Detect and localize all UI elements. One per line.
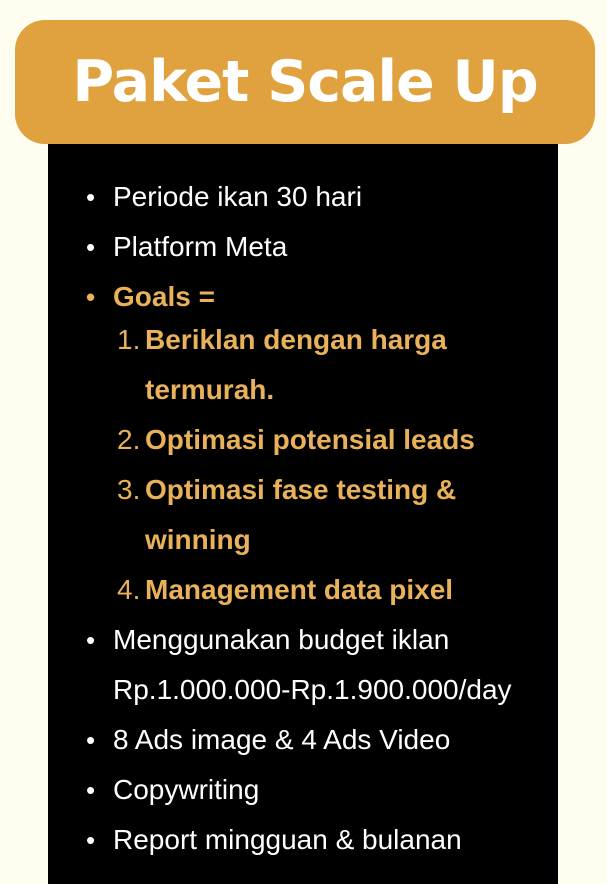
feature-text: Copywriting <box>113 774 260 805</box>
goal-step <box>113 315 556 415</box>
step-number: 4. <box>117 574 141 605</box>
step-number: 1. <box>117 324 141 355</box>
step-text: Beriklan dengan harga termurah. <box>145 324 447 405</box>
step-text: Management data pixel <box>145 574 454 605</box>
bullet-icon: • <box>86 282 96 312</box>
feature-text: Menggunakan budget iklan Rp.1.000.000-Rp.1.900.000/day <box>113 624 512 705</box>
package-title: Paket Scale Up <box>72 49 538 115</box>
step-number: 3. <box>117 474 141 505</box>
step-text: Optimasi fase testing & winning <box>145 474 457 555</box>
feature-text: Platform Meta <box>113 231 288 262</box>
goals-label: Goals = <box>113 281 215 312</box>
package-header <box>15 20 595 144</box>
step-text: Optimasi potensial leads <box>145 424 475 455</box>
goals-list <box>113 315 556 615</box>
bullet-icon: • <box>86 775 96 805</box>
list-item <box>86 815 556 865</box>
feature-text: Report mingguan & bulanan <box>113 824 462 855</box>
goal-step <box>113 415 556 465</box>
step-number: 2. <box>117 424 141 455</box>
bullet-icon: • <box>86 725 96 755</box>
feature-text: 8 Ads image & 4 Ads Video <box>113 724 451 755</box>
bullet-icon: • <box>86 625 96 655</box>
list-item <box>86 765 556 815</box>
bullet-icon: • <box>86 182 96 212</box>
goals-steps <box>86 322 556 622</box>
list-item <box>86 715 556 765</box>
list-item <box>86 222 556 272</box>
goal-step <box>113 465 556 565</box>
list-item <box>86 615 556 715</box>
feature-text: Periode ikan 30 hari <box>113 181 363 212</box>
goal-step <box>113 565 556 615</box>
feature-list <box>86 172 556 865</box>
list-item <box>86 172 556 222</box>
bullet-icon: • <box>86 825 96 855</box>
bullet-icon: • <box>86 232 96 262</box>
